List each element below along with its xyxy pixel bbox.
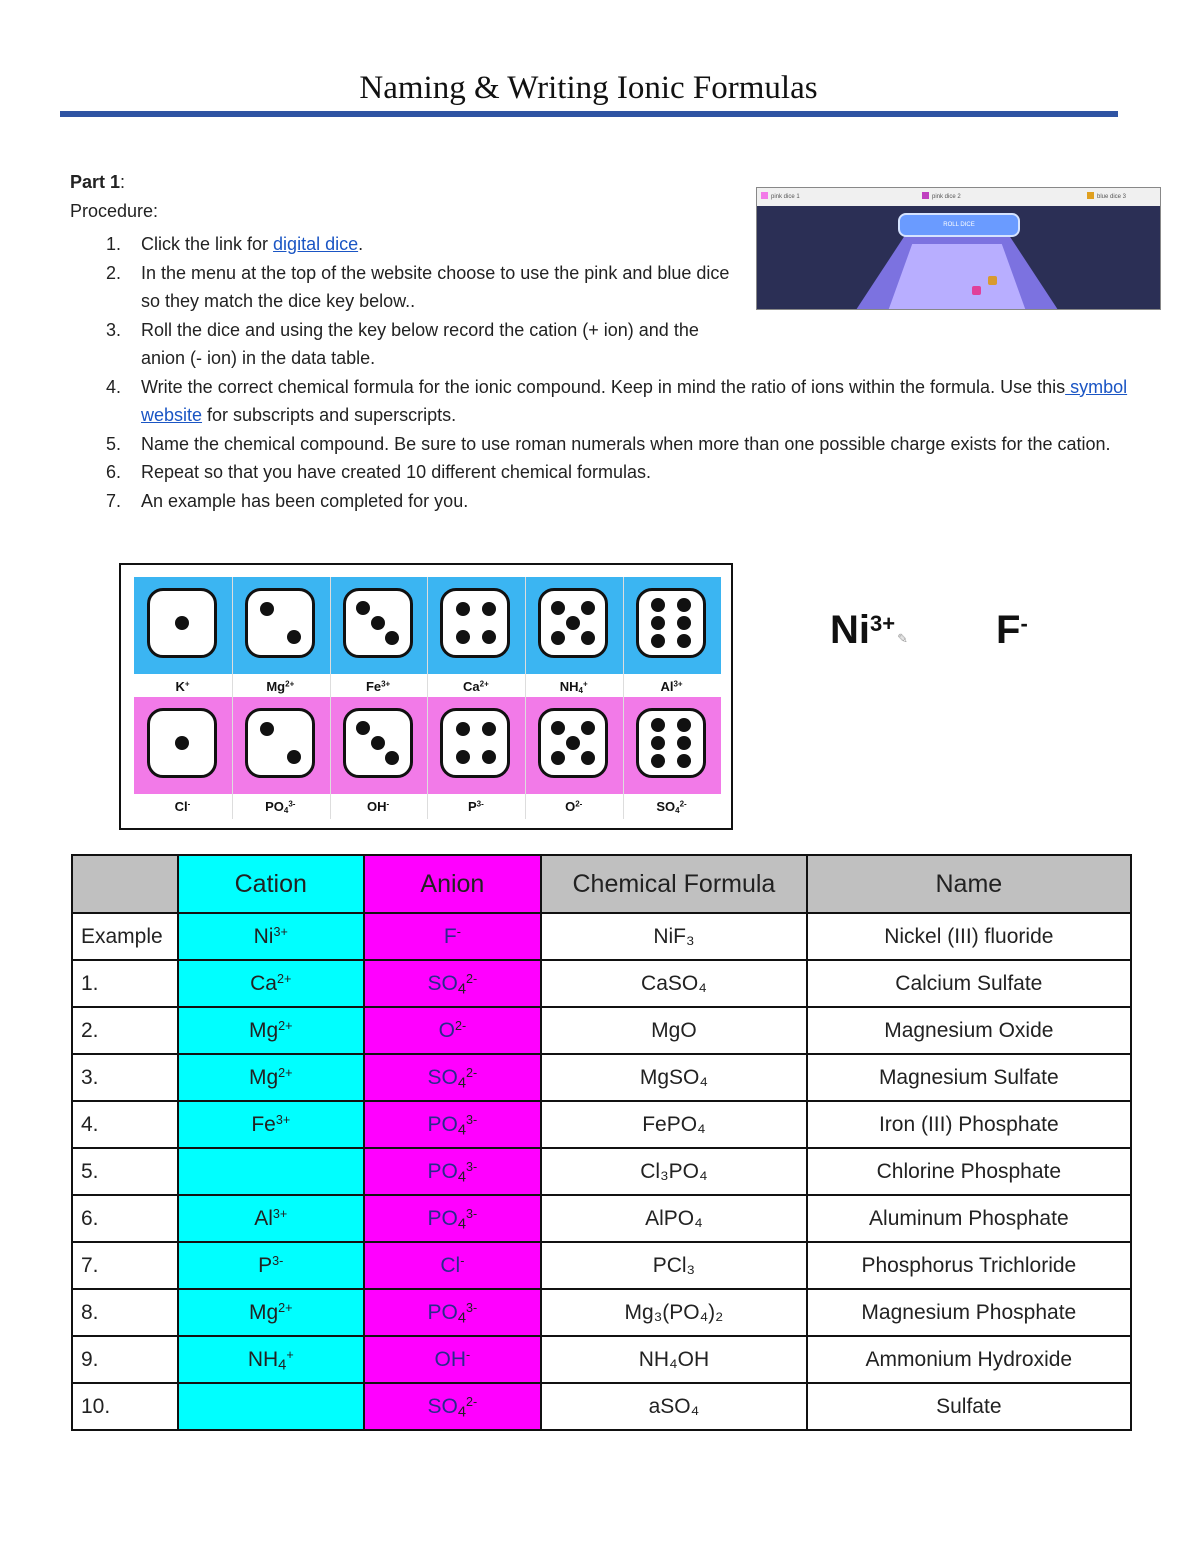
name-cell: Sulfate: [807, 1383, 1131, 1430]
die-pip: [287, 750, 301, 764]
example-cation-display: $Ni^{3+}✎$: [830, 608, 908, 652]
cation-die-2-icon: [245, 588, 315, 658]
step-2: 2. In the menu at the top of the website choose to use the pink and blue dice so they match the dice key below..: [106, 262, 730, 311]
cation-cell: $NH_4^+$: [178, 1336, 364, 1383]
name-cell: Chlorine Phosphate: [807, 1148, 1131, 1195]
table-row: [72, 1336, 1131, 1383]
formula-cell: aSO₄: [541, 1383, 806, 1430]
die-pip: [356, 601, 370, 615]
formula-cell: NiF₃: [541, 913, 806, 960]
cation-die-1-icon: [147, 588, 217, 658]
die-pip: [385, 751, 399, 765]
die-pip: [651, 598, 665, 612]
table-row: [72, 913, 1131, 960]
die-pip: [356, 721, 370, 735]
die-pip: [456, 722, 470, 736]
cation-cell: [178, 1148, 364, 1195]
die-pip: [371, 616, 385, 630]
die-pip: [651, 736, 665, 750]
step-1: 1. Click the link for digital dice.: [106, 234, 364, 254]
dice-key: [119, 563, 733, 830]
name-cell: Aluminum Phosphate: [807, 1195, 1131, 1242]
die-pip: [581, 631, 595, 645]
anion-die-2-icon: [245, 708, 315, 778]
anion-cell: $PO_4^{3-}$: [364, 1148, 542, 1195]
die-pip: [566, 736, 580, 750]
die-pip: [581, 751, 595, 765]
anion-dice-row: [134, 697, 721, 794]
page-title: Naming & Writing Ionic Formulas: [359, 70, 818, 106]
cation-cell: $Mg^{2+}$: [178, 1054, 364, 1101]
die-pip: [677, 736, 691, 750]
name-cell: Calcium Sulfate: [807, 960, 1131, 1007]
anion-die-5-icon: [538, 708, 608, 778]
die-pip: [677, 634, 691, 648]
row-label: 6.: [72, 1195, 178, 1242]
cation-cell: $P^{3-}$: [178, 1242, 364, 1289]
example-anion-display: F-: [996, 608, 1028, 652]
cation-cell: $Ca^{2+}$: [178, 960, 364, 1007]
row-label: 9.: [72, 1336, 178, 1383]
anion-die-4-icon: [440, 708, 510, 778]
row-label: 10.: [72, 1383, 178, 1430]
die-pip: [651, 718, 665, 732]
die-pip: [456, 602, 470, 616]
header-name: Name: [807, 855, 1131, 913]
formula-cell: PCl₃: [541, 1242, 806, 1289]
table-row: [72, 960, 1131, 1007]
key-ion-label: $NH_4^+$: [559, 679, 588, 695]
die-pip: [551, 751, 565, 765]
anion-die-3-icon: [343, 708, 413, 778]
part-heading: Part 1:: [70, 172, 126, 192]
die-pip: [260, 602, 274, 616]
die-pip: [651, 616, 665, 630]
step-3: 3. Roll the dice and using the key below record the cation (+ ion) and the anion (- ion) in the data table.: [106, 319, 699, 368]
row-label: Example: [72, 913, 178, 960]
step-7: 7. An example has been completed for you.: [106, 490, 469, 511]
die-pip: [651, 634, 665, 648]
die-pip: [581, 601, 595, 615]
row-label: 7.: [72, 1242, 178, 1289]
die-pip: [677, 754, 691, 768]
dice-menu-bar: [757, 188, 1160, 206]
anion-cell: $O^{2-}$: [364, 1007, 542, 1054]
name-cell: Phosphorus Trichloride: [807, 1242, 1131, 1289]
die-pip: [566, 616, 580, 630]
name-cell: Ammonium Hydroxide: [807, 1336, 1131, 1383]
row-label: 8.: [72, 1289, 178, 1336]
row-label: 5.: [72, 1148, 178, 1195]
row-label: 2.: [72, 1007, 178, 1054]
cation-die-4-icon: [440, 588, 510, 658]
header-anion: Anion: [364, 855, 542, 913]
cation-die-5-icon: [538, 588, 608, 658]
table-row: [72, 1289, 1131, 1336]
row-label: 3.: [72, 1054, 178, 1101]
key-ion-label: OH-: [367, 799, 390, 814]
header-cation: Cation: [178, 855, 364, 913]
header-blank: [72, 855, 178, 913]
die-pip: [287, 630, 301, 644]
formula-cell: Mg₃(PO₄)₂: [541, 1289, 806, 1336]
table-row: [72, 1383, 1131, 1430]
data-table: [71, 854, 1132, 1431]
gold-die-icon: [988, 276, 997, 285]
dice-option-3: blue dice 3: [1087, 192, 1126, 200]
procedure-label: Procedure:: [70, 201, 159, 221]
digital-dice-link[interactable]: digital dice: [273, 234, 359, 254]
die-pip: [551, 631, 565, 645]
pink-die-icon: [972, 286, 981, 295]
cation-cell: [178, 1383, 364, 1430]
formula-cell: AlPO₄: [541, 1195, 806, 1242]
cation-cell: $Mg^{2+}$: [178, 1289, 364, 1336]
anion-cell: F-: [364, 913, 542, 960]
step-4: 4. Write the correct chemical formula for the ionic compound. Keep in mind the ratio of ions within the formula. Use this symbol website for subscripts and superscripts.: [106, 376, 1128, 425]
anion-cell: $SO_4^{2-}$: [364, 1383, 542, 1430]
dice-website-screenshot: [756, 187, 1161, 310]
key-ion-label: Cl-: [174, 799, 191, 814]
die-pip: [482, 750, 496, 764]
key-ion-label: $Al^{3+}$: [660, 679, 683, 694]
die-pip: [175, 736, 189, 750]
cation-cell: $Al^{3+}$: [178, 1195, 364, 1242]
key-ion-label: $Fe^{3+}$: [365, 679, 391, 694]
formula-cell: CaSO₄: [541, 960, 806, 1007]
die-pip: [456, 750, 470, 764]
anion-cell: $PO_4^{3-}$: [364, 1289, 542, 1336]
die-pip: [651, 754, 665, 768]
table-row: [72, 1007, 1131, 1054]
title-underline: [60, 111, 1118, 117]
anion-die-1-icon: [147, 708, 217, 778]
anion-labels: [134, 796, 721, 818]
cation-dice-row: [134, 577, 721, 674]
name-cell: Nickel (III) fluoride: [807, 913, 1131, 960]
anion-cell: OH-: [364, 1336, 542, 1383]
dice-option-1: pink dice 1: [761, 192, 800, 200]
name-cell: Magnesium Oxide: [807, 1007, 1131, 1054]
die-pip: [677, 598, 691, 612]
name-cell: Magnesium Phosphate: [807, 1289, 1131, 1336]
die-pip: [175, 616, 189, 630]
formula-cell: FePO₄: [541, 1101, 806, 1148]
die-pip: [482, 602, 496, 616]
dice-option-2: pink dice 2: [922, 192, 961, 200]
table-header-row: [72, 855, 1131, 913]
table-row: [72, 1054, 1131, 1101]
row-label: 4.: [72, 1101, 178, 1148]
cation-cell: $Fe^{3+}$: [178, 1101, 364, 1148]
anion-cell: $PO_4^{3-}$: [364, 1195, 542, 1242]
die-pip: [482, 630, 496, 644]
symbol-website-link[interactable]: symbol website: [141, 376, 1128, 425]
key-ion-label: $PO_4^{3-}$: [265, 799, 296, 815]
cation-die-6-icon: [636, 588, 706, 658]
die-pip: [581, 721, 595, 735]
formula-cell: MgO: [541, 1007, 806, 1054]
key-ion-label: $O^{2-}$: [565, 799, 583, 814]
anion-cell: Cl-: [364, 1242, 542, 1289]
formula-cell: Cl₃PO₄: [541, 1148, 806, 1195]
key-ion-label: $P^{3-}$: [467, 799, 484, 814]
die-pip: [677, 616, 691, 630]
die-pip: [456, 630, 470, 644]
name-cell: Iron (III) Phosphate: [807, 1101, 1131, 1148]
roll-dice-button: ROLL DICE: [898, 213, 1020, 237]
pencil-icon: ✎: [897, 631, 908, 646]
anion-cell: $SO_4^{2-}$: [364, 960, 542, 1007]
step-6: 6. Repeat so that you have created 10 different chemical formulas.: [106, 462, 651, 482]
cation-cell: $Ni^{3+}$: [178, 913, 364, 960]
die-pip: [551, 601, 565, 615]
key-ion-label: $SO_4^{2-}$: [656, 799, 687, 815]
key-ion-label: K+: [175, 679, 190, 694]
die-pip: [482, 722, 496, 736]
die-pip: [677, 718, 691, 732]
key-ion-label: $Mg^{2+}$: [266, 679, 295, 694]
die-pip: [385, 631, 399, 645]
formula-cell: MgSO₄: [541, 1054, 806, 1101]
anion-cell: $PO_4^{3-}$: [364, 1101, 542, 1148]
cation-labels: [134, 676, 721, 698]
header-formula: Chemical Formula: [541, 855, 806, 913]
die-pip: [371, 736, 385, 750]
key-ion-label: $Ca^{2+}$: [463, 679, 489, 694]
table-row: [72, 1148, 1131, 1195]
anion-die-6-icon: [636, 708, 706, 778]
table-row: [72, 1242, 1131, 1289]
step-5: 5. Name the chemical compound. Be sure to use roman numerals when more than one possible charge exists for the cation.: [106, 433, 1111, 454]
table-row: [72, 1195, 1131, 1242]
die-pip: [551, 721, 565, 735]
cation-die-3-icon: [343, 588, 413, 658]
die-pip: [260, 722, 274, 736]
table-row: [72, 1101, 1131, 1148]
anion-cell: $SO_4^{2-}$: [364, 1054, 542, 1101]
name-cell: Magnesium Sulfate: [807, 1054, 1131, 1101]
formula-cell: NH₄OH: [541, 1336, 806, 1383]
cation-cell: $Mg^{2+}$: [178, 1007, 364, 1054]
row-label: 1.: [72, 960, 178, 1007]
